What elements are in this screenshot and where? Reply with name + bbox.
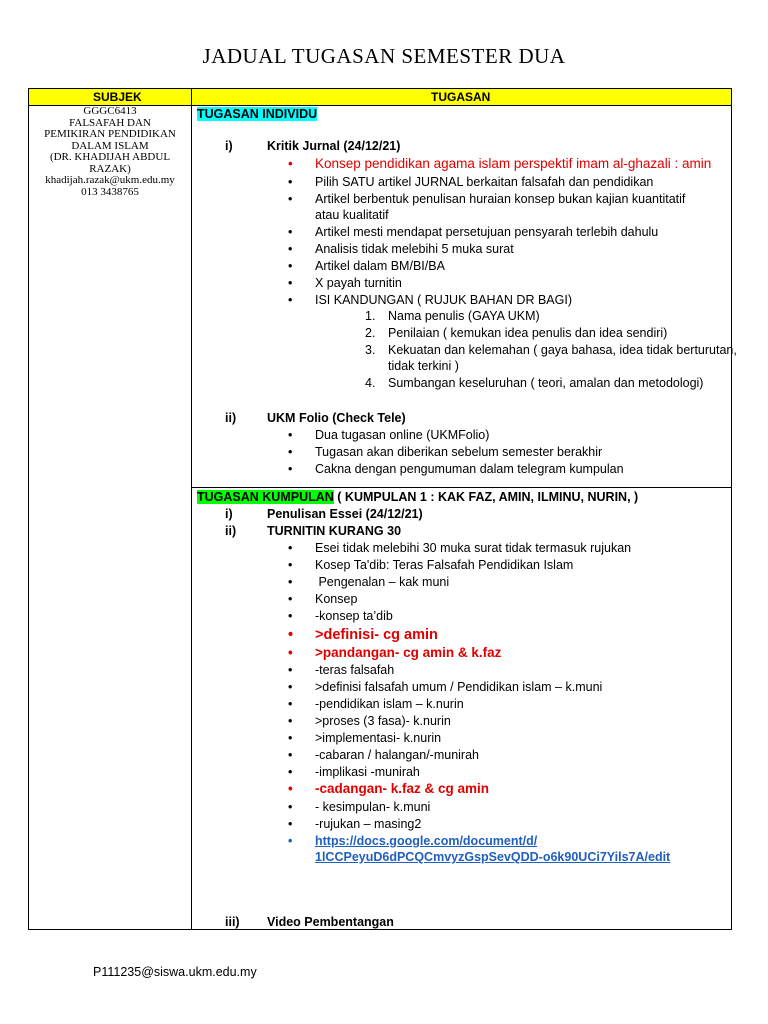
list-item: • Pilih SATU artikel JURNAL berkaitan falsafah dan pendidikan <box>315 174 653 190</box>
list-item-continued: atau kualitatif <box>315 208 389 222</box>
course-name-line: DALAM ISLAM <box>71 139 149 152</box>
numbered-item-number: 1. <box>365 309 376 323</box>
course-name-line: FALSAFAH DAN <box>69 116 151 129</box>
list-item: • Cakna dengan pengumuman dalam telegram kumpulan <box>315 461 624 477</box>
table-header <box>29 89 731 106</box>
kumpulan-heading-row <box>197 489 638 505</box>
footer-email: P111235@siswa.ukm.edu.my <box>93 965 257 979</box>
kumpulan-heading: TUGASAN KUMPULAN <box>197 490 334 504</box>
list-item: • Artikel mesti mendapat persetujuan pensyarah terlebih dahulu <box>315 224 658 240</box>
list-item: • Artikel dalam BM/BI/BA <box>315 258 445 274</box>
task-number: iii) <box>225 915 240 929</box>
list-item: • Konsep pendidikan agama islam perspektif imam al-ghazali : amin <box>315 156 711 172</box>
numbered-item: Kekuatan dan kelemahan ( gaya bahasa, idea tidak berturutan, <box>388 343 737 357</box>
list-item: • -cadangan- k.faz & cg amin <box>315 781 489 797</box>
list-item: • Kosep Ta'dib: Teras Falsafah Pendidikan Islam <box>315 557 573 573</box>
doc-link-continued[interactable]: 1lCCPeyuD6dPCQCmvyzGspSevQDD-o6k90UCi7Yils7A/edit <box>315 850 671 864</box>
subjek-header: SUBJEK <box>93 90 142 104</box>
subject-cell <box>29 106 191 198</box>
course-name-line: PEMIKIRAN PENDIDIKAN <box>44 128 176 140</box>
list-item: • -rujukan – masing2 <box>315 816 421 832</box>
list-item: • X payah turnitin <box>315 275 402 291</box>
list-item: • >implementasi- k.nurin <box>315 730 441 746</box>
numbered-item-number: 3. <box>365 343 376 357</box>
list-item: • -pendidikan islam – k.nurin <box>315 696 464 712</box>
list-item: • >pandangan- cg amin & k.faz <box>315 645 501 661</box>
list-item: • Dua tugasan online (UKMFolio) <box>315 427 489 443</box>
list-item: • >definisi- cg amin <box>315 627 438 643</box>
task-number: i) <box>225 507 233 521</box>
task-number: ii) <box>225 411 237 425</box>
list-item: • ISI KANDUNGAN ( RUJUK BAHAN DR BAGI) <box>315 292 572 308</box>
list-item: • Analisis tidak melebihi 5 muka surat <box>315 241 514 257</box>
column-divider <box>191 89 192 929</box>
assignment-table <box>28 88 737 930</box>
course-code: GGGC6413 <box>83 105 137 117</box>
list-item: • Esei tidak melebihi 30 muka surat tidak termasuk rujukan <box>315 540 631 556</box>
list-item: • Tugasan akan diberikan sebelum semester berakhir <box>315 444 602 460</box>
numbered-item-number: 4. <box>365 376 376 390</box>
numbered-item: Nama penulis (GAYA UKM) <box>388 309 540 323</box>
list-item: • -cabaran / halangan/-munirah <box>315 747 479 763</box>
task-title: Penulisan Essei (24/12/21) <box>267 507 423 521</box>
task-number: ii) <box>225 524 237 538</box>
task-number: i) <box>225 139 233 153</box>
numbered-item-continued: tidak terkini ) <box>388 359 459 373</box>
task-title: UKM Folio (Check Tele) <box>267 411 406 425</box>
list-item: • - kesimpulan- k.muni <box>315 799 430 815</box>
lecturer-email: khadijah.razak@ukm.edu.my <box>45 174 175 186</box>
numbered-item: Penilaian ( kemukan idea penulis dan idea sendiri) <box>388 326 668 340</box>
list-item: • >proses (3 fasa)- k.nurin <box>315 713 451 729</box>
list-item: • -implikasi -munirah <box>315 764 420 780</box>
list-item: • -konsep ta’dib <box>315 608 393 624</box>
numbered-item: Sumbangan keseluruhan ( teori, amalan dan metodologi) <box>388 376 704 390</box>
individu-heading: TUGASAN INDIVIDU <box>197 107 318 121</box>
lecturer-name: (DR. KHADIJAH ABDUL <box>49 151 171 163</box>
list-item: • Konsep <box>315 591 357 607</box>
page-title: JADUAL TUGASAN SEMESTER DUA <box>202 44 566 68</box>
group-members: ( KUMPULAN 1 : KAK FAZ, AMIN, ILMINU, NURIN, ) <box>333 490 639 504</box>
numbered-item-number: 2. <box>365 326 376 340</box>
lecturer-name: RAZAK) <box>89 162 131 175</box>
list-item: • -teras falsafah <box>315 662 394 678</box>
list-item: • Pengenalan – kak muni <box>315 574 449 590</box>
section-divider <box>192 487 731 488</box>
task-title: Video Pembentangan <box>267 915 394 929</box>
task-title: Kritik Jurnal (24/12/21) <box>267 139 401 153</box>
list-item: • Artikel berbentuk penulisan huraian konsep bukan kajian kuantitatif <box>315 191 685 207</box>
tugasan-header: TUGASAN <box>431 90 491 104</box>
doc-link[interactable]: • https://docs.google.com/document/d/ <box>315 833 537 849</box>
task-title: TURNITIN KURANG 30 <box>267 524 402 538</box>
lecturer-phone: 013 3438765 <box>81 185 139 198</box>
list-item: • >definisi falsafah umum / Pendidikan islam – k.muni <box>315 679 602 695</box>
